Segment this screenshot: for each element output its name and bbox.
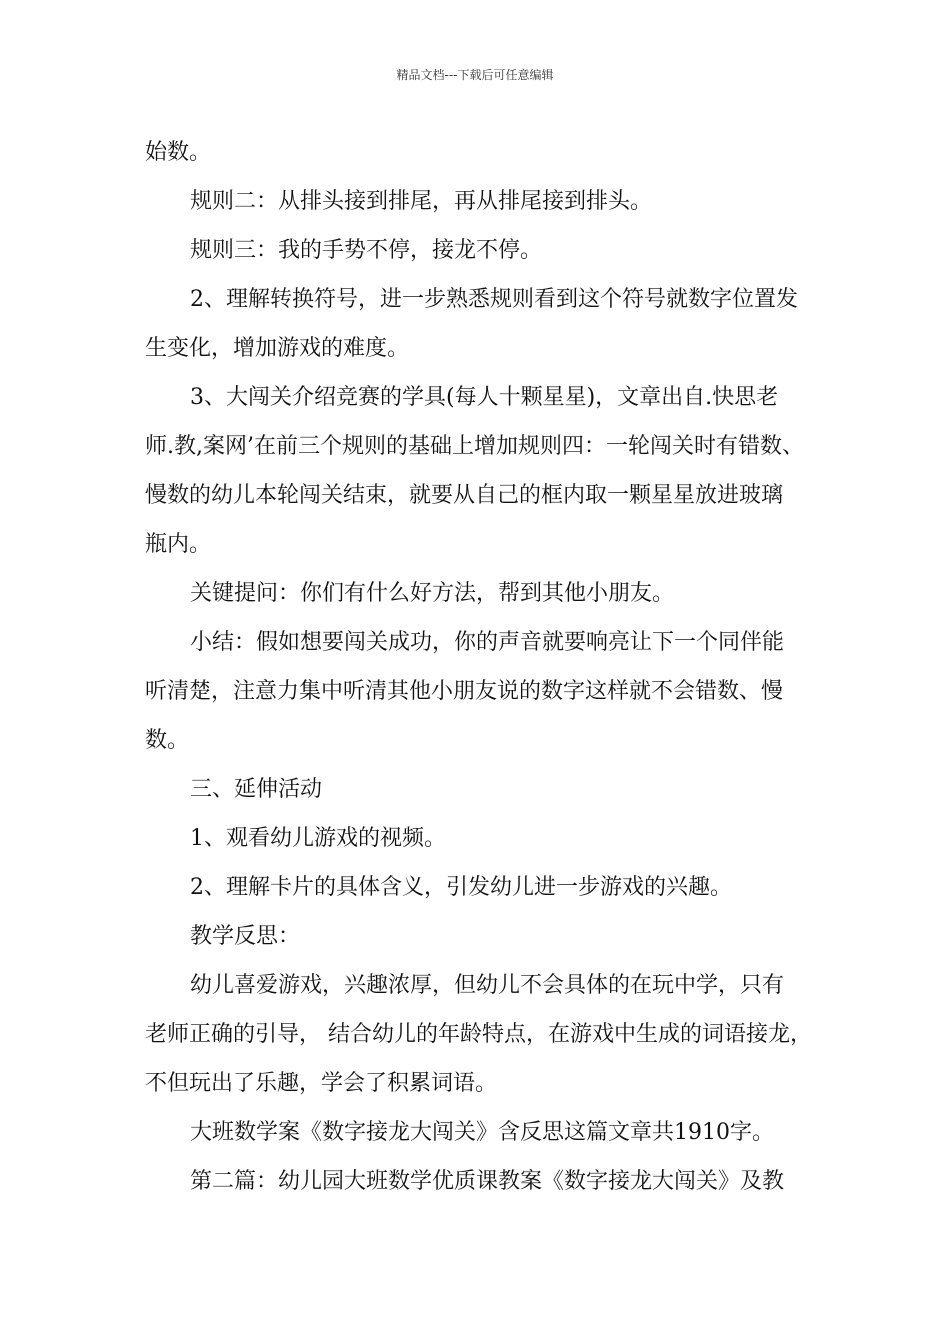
text-line: 第二篇：幼儿园大班数学优质课教案《数字接龙大闯关》及教	[190, 1169, 785, 1194]
text-line: 数。	[145, 728, 190, 753]
text-line: 师.教,案网’在前三个规则的基础上增加规则四：一轮闯关时有错数、	[145, 434, 804, 459]
text-line: 幼儿喜爱游戏，兴趣浓厚，但幼儿不会具体的在玩中学，只有	[190, 973, 785, 998]
page-header: 精品文档---下载后可任意编辑	[396, 68, 554, 82]
text-line: 2、理解转换符号，进一步熟悉规则看到这个符号就数字位置发	[190, 287, 798, 312]
text-line: 不但玩出了乐趣，学会了积累词语。	[145, 1071, 498, 1096]
text-line: 慢数的幼儿本轮闯关结束，就要从自己的框内取一颗星星放进玻璃	[145, 483, 784, 508]
document-body	[145, 128, 835, 1206]
text-line: 听清楚，注意力集中听清其他小朋友说的数字这样就不会错数、慢	[145, 679, 784, 704]
text-line: 老师正确的引导， 结合幼儿的年龄特点，在游戏中生成的词语接龙，	[145, 1022, 812, 1047]
text-line: 三、延伸活动	[190, 777, 323, 802]
text-line: 教学反思：	[190, 924, 301, 949]
text-line: 大班数学案《数字接龙大闯关》含反思这篇文章共1910字。	[190, 1120, 774, 1145]
text-line: 始数。	[145, 140, 212, 165]
text-line: 关键提问：你们有什么好方法，帮到其他小朋友。	[190, 581, 675, 606]
text-line: 3、大闯关介绍竞赛的学具(每人十颗星星)，文章出自.快思老	[190, 385, 779, 410]
text-line: 1、观看幼儿游戏的视频。	[190, 826, 446, 851]
text-line: 规则二：从排头接到排尾，再从排尾接到排头。	[190, 189, 653, 214]
text-line: 规则三：我的手势不停，接龙不停。	[190, 238, 543, 263]
text-line: 瓶内。	[145, 532, 212, 557]
text-line: 小结：假如想要闯关成功，你的声音就要响亮让下一个同伴能	[190, 630, 785, 655]
text-line: 2、理解卡片的具体含义，引发幼儿进一步游戏的兴趣。	[190, 875, 732, 900]
text-line: 生变化，增加游戏的难度。	[145, 336, 410, 361]
